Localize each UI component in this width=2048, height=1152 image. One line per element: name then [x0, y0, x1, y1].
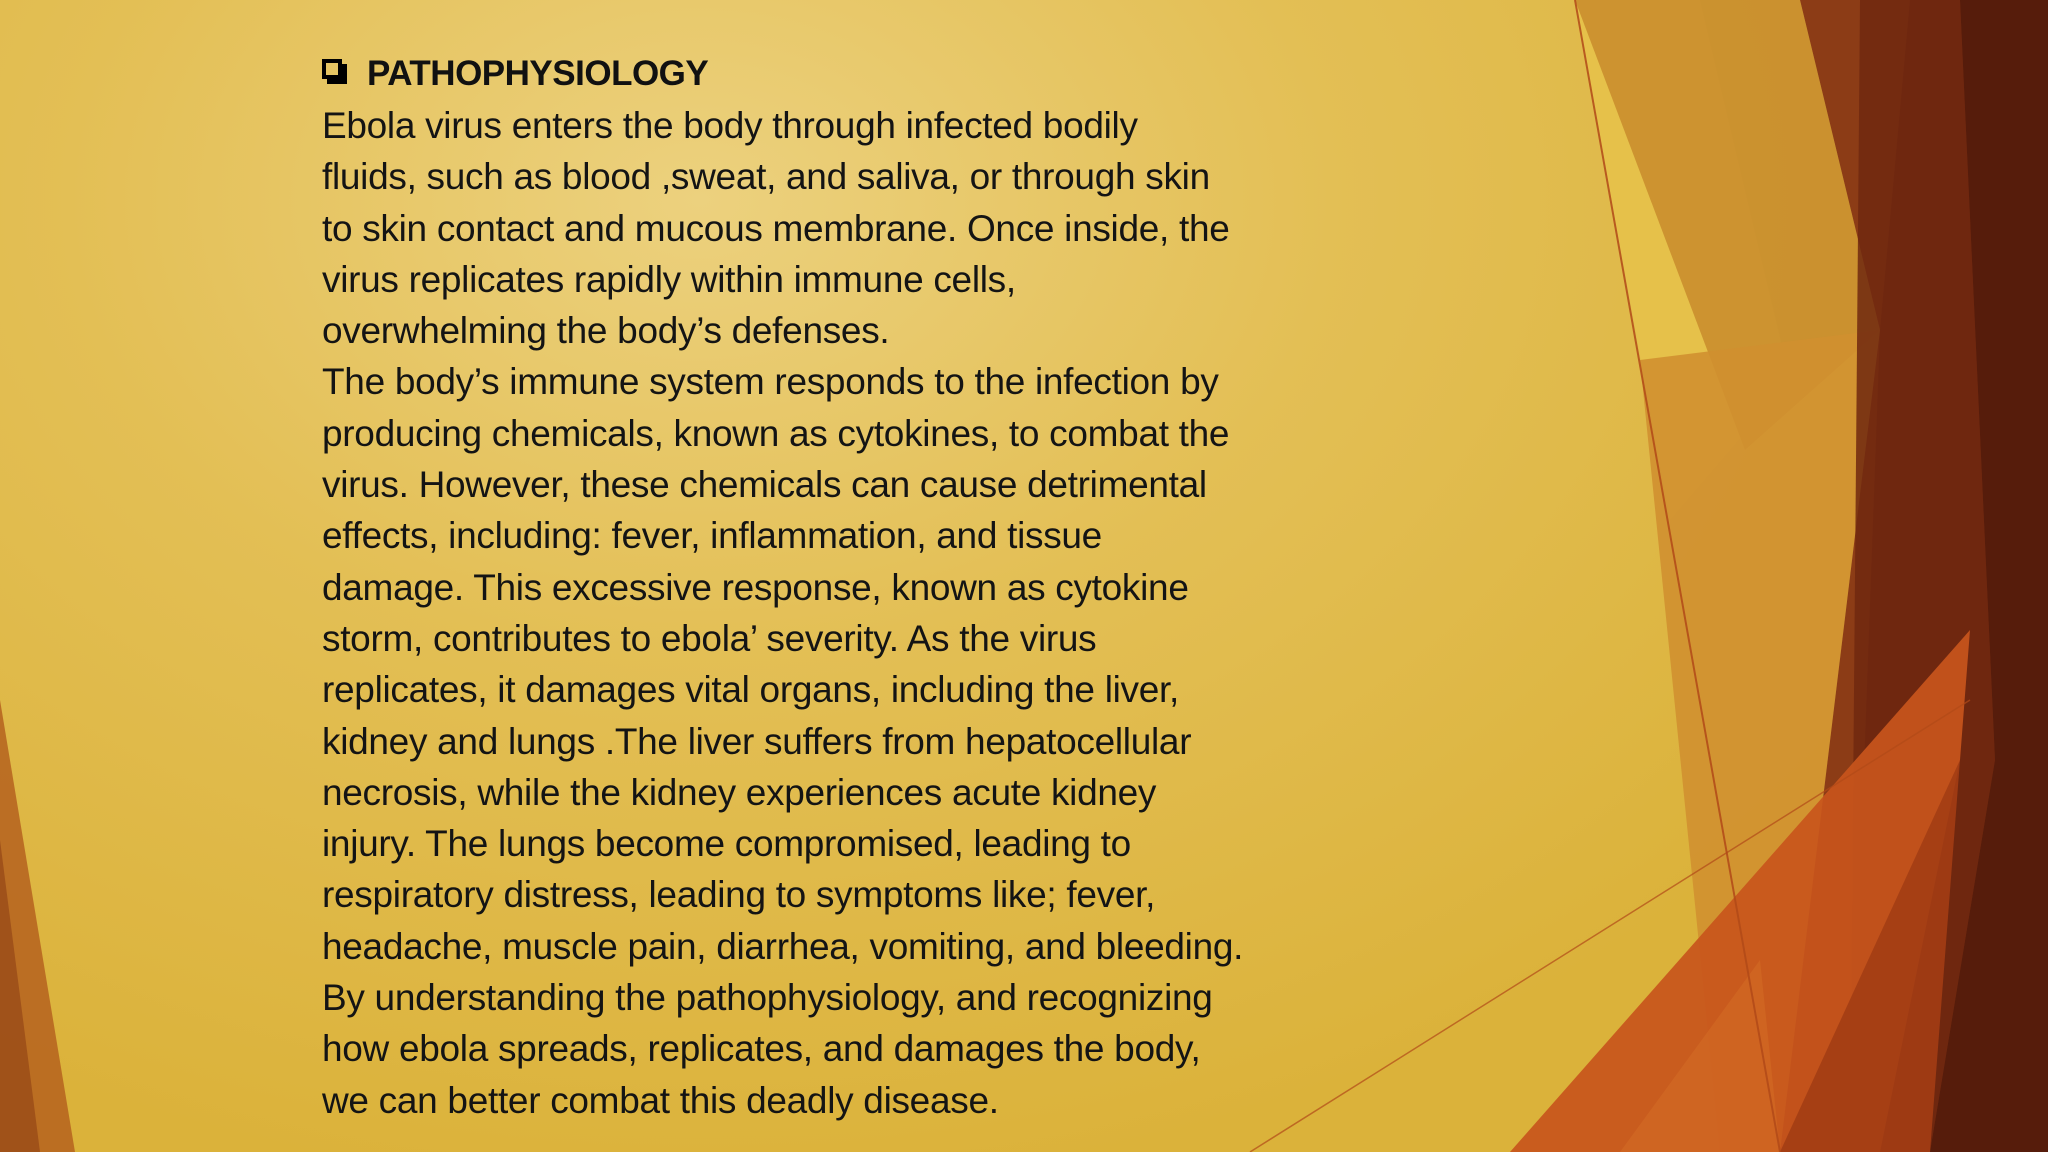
hollow-square-bullet-icon	[322, 59, 342, 79]
text-line: we can better combat this deadly disease.	[322, 1079, 999, 1121]
text-line: producing chemicals, known as cytokines, to combat the	[322, 412, 1230, 454]
slide-heading: PATHOPHYSIOLOGY	[367, 54, 709, 93]
text-line: storm, contributes to ebola’ severity. As the virus	[322, 617, 1097, 659]
slide-content	[322, 48, 1342, 1126]
text-line: necrosis, while the kidney experiences acute kidney	[322, 771, 1157, 813]
text-line: headache, muscle pain, diarrhea, vomiting, and bleeding.	[322, 925, 1244, 967]
text-line: The body’s immune system responds to the infection by	[322, 361, 1219, 403]
text-line: By understanding the pathophysiology, and recognizing	[322, 977, 1213, 1019]
text-line: damage. This excessive response, known as cytokine	[322, 566, 1189, 608]
text-line: replicates, it damages vital organs, including the liver,	[322, 669, 1179, 711]
text-line: virus. However, these chemicals can cause detrimental	[322, 464, 1207, 506]
text-line: respiratory distress, leading to symptoms like; fever,	[322, 874, 1156, 916]
heading-row	[322, 48, 1342, 100]
text-line: to skin contact and mucous membrane. Once inside, the	[322, 207, 1230, 249]
text-line: overwhelming the body’s defenses.	[322, 310, 890, 352]
body-text	[322, 100, 1342, 1126]
text-line: kidney and lungs .The liver suffers from hepatocellular	[322, 720, 1192, 762]
text-line: how ebola spreads, replicates, and damages the body,	[322, 1028, 1201, 1070]
text-line: Ebola virus enters the body through infected bodily	[322, 105, 1138, 146]
text-line: injury. The lungs become compromised, leading to	[322, 823, 1131, 865]
text-line: fluids, such as blood ,sweat, and saliva, or through skin	[322, 156, 1210, 198]
text-line: effects, including: fever, inflammation, and tissue	[322, 515, 1102, 557]
text-line: virus replicates rapidly within immune cells,	[322, 258, 1016, 300]
